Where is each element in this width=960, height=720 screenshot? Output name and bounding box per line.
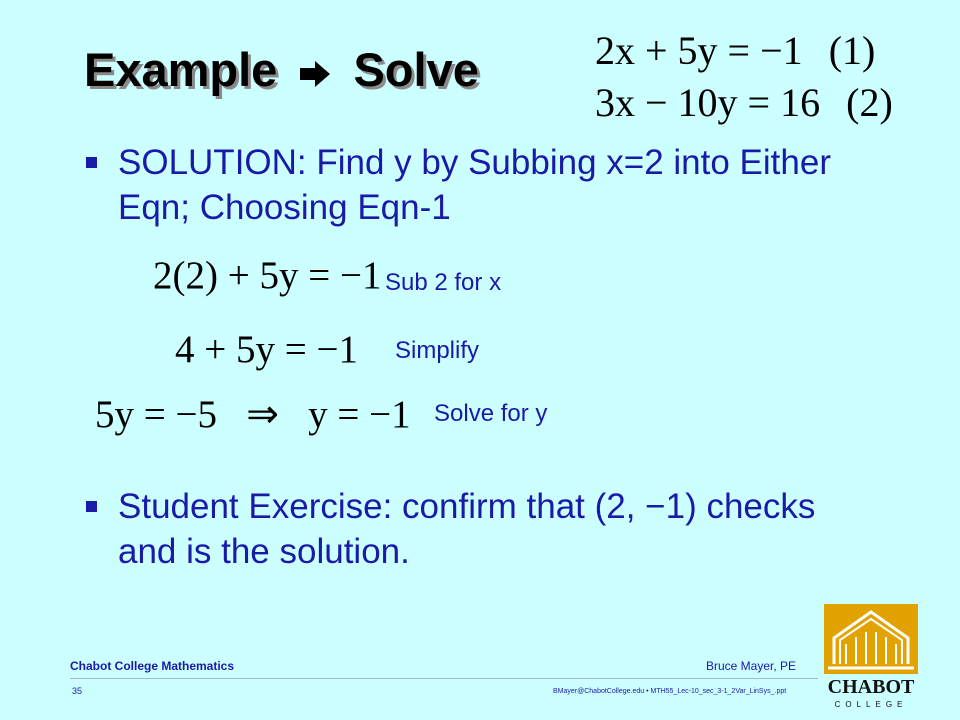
step-math-3: 5y = −5 ⇒ y = −1 xyxy=(95,393,411,436)
right-arrow-icon xyxy=(298,57,332,91)
step-note-2: Simplify xyxy=(395,337,480,364)
equation-2-tag: (2) xyxy=(846,80,893,125)
step-math-1: 2(2) + 5y = −1 xyxy=(153,254,382,297)
step-math-2: 4 + 5y = −1 xyxy=(175,328,358,371)
title-text-after: Solve xyxy=(353,43,479,96)
equation-2: 3x − 10y = 16 xyxy=(595,80,821,125)
equation-system xyxy=(595,25,893,129)
page-number: 35 xyxy=(72,686,83,696)
college-building-icon xyxy=(824,604,918,674)
footer-college: Chabot College Mathematics xyxy=(70,659,235,673)
step-note-3: Solve for y xyxy=(434,400,548,427)
bullet-marker xyxy=(86,501,97,512)
equation-1-tag: (1) xyxy=(828,28,876,73)
equation-1: 2x + 5y = −1 xyxy=(595,28,803,73)
bullet-exercise: Student Exercise: confirm that (2, −1) checks and is the solution. xyxy=(118,487,816,571)
logo-name: CHABOT xyxy=(827,676,915,698)
footer-author: Bruce Mayer, PE xyxy=(706,659,797,673)
step-note-1: Sub 2 for x xyxy=(385,269,502,296)
bullet-marker xyxy=(86,157,97,168)
bullet-solution: SOLUTION: Find y by Subbing x=2 into Either Eqn; Choosing Eqn-1 xyxy=(118,143,831,227)
chabot-college-logo xyxy=(824,604,918,714)
footer-divider xyxy=(70,678,818,679)
logo-sub: COLLEGE xyxy=(834,700,908,709)
slide-title xyxy=(84,42,479,97)
footer-file: BMayer@ChabotCollege.edu • MTH55_Lec-10_sec_3-1_2Var_LinSys_.ppt xyxy=(553,688,787,695)
title-text: Example xyxy=(84,43,278,96)
